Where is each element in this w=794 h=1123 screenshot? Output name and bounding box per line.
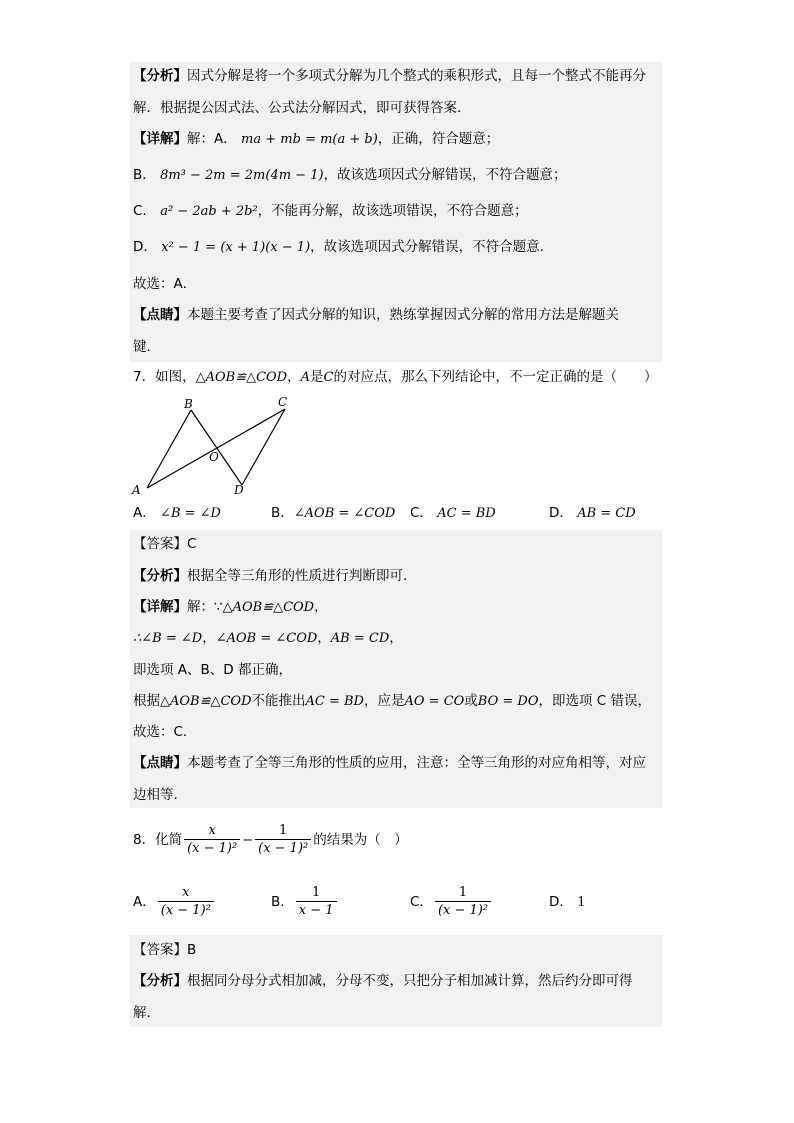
fraction	[255, 823, 311, 858]
option-label: C．	[410, 894, 433, 910]
question-number: 7．如图，	[133, 369, 196, 385]
q6-option-d-line	[133, 237, 662, 258]
q8-answer: 【答案】B	[133, 942, 197, 958]
denominator: x − 1	[298, 902, 334, 918]
analysis-tag: 【分析】	[133, 568, 187, 584]
q8-option-a[interactable]	[133, 882, 216, 922]
option-value: 1	[577, 895, 586, 910]
q8-option-d[interactable]	[549, 892, 585, 913]
label-b: B	[184, 397, 193, 411]
math-expression: x² − 1 = (x + 1)(x − 1)	[161, 240, 311, 255]
math-expression: ∠AOB = ∠COD	[215, 631, 318, 646]
math-expression: AC = BD	[305, 694, 364, 709]
fraction	[184, 823, 240, 858]
numerator: 1	[435, 885, 491, 902]
q6-analysis-line-2: 解．根据提公因式法、公式法分解因式，即可获得答案．	[133, 100, 471, 116]
separator: ，	[202, 630, 216, 646]
q7-comment-line-2: 边相等．	[133, 787, 187, 803]
numerator: 1	[255, 823, 311, 840]
comment-tag: 【点睛】	[133, 755, 187, 771]
math-point: A	[300, 370, 310, 385]
fraction	[158, 885, 214, 920]
q7-option-b[interactable]	[271, 503, 395, 524]
q8-analysis-line-1	[133, 971, 662, 991]
comment-tag: 【点睛】	[133, 307, 187, 323]
q8-stem	[133, 820, 662, 861]
detail-text: 或	[464, 693, 478, 709]
analysis-tag: 【分析】	[133, 973, 187, 989]
segment-ab	[147, 410, 191, 488]
q7-choose: 故选：C．	[133, 724, 197, 740]
q7-comment-line-1	[133, 753, 662, 773]
label-d: D	[234, 483, 244, 497]
math-point: C	[323, 370, 334, 385]
analysis-text: 根据同分母分式相加减，分母不变，只把分子相加减计算，然后约分即可得	[187, 973, 633, 989]
option-label: A．	[133, 894, 156, 910]
q7-option-a[interactable]	[133, 503, 221, 524]
fraction	[435, 885, 491, 920]
denominator: (x − 1)²	[258, 840, 309, 856]
analysis-text: 因式分解是将一个多项式分解为几个整式的乘积形式，且每一个整式不能再分	[187, 68, 646, 84]
separator: ，	[389, 630, 403, 646]
question-number: 8．化简	[133, 832, 183, 848]
segment-ac	[147, 409, 285, 488]
math-expression: △AOB≌△COD	[195, 370, 288, 385]
fraction	[296, 885, 337, 920]
detail-text: ，正确，符合题意；	[377, 131, 500, 147]
detail-text: ，即选项 C 错误，	[538, 693, 652, 709]
math-expression: △AOB≌△COD	[222, 600, 315, 615]
numerator: x	[184, 823, 240, 840]
option-label: D．	[133, 239, 157, 255]
q6-option-c-line	[133, 201, 662, 222]
q6-comment-line-2: 键．	[133, 339, 160, 355]
math-expression: △AOB≌△COD	[160, 694, 252, 709]
math-expression: 8m³ − 2m = 2m(4m − 1)	[160, 168, 324, 183]
option-label: B．	[133, 167, 156, 183]
stem-text: 是	[310, 369, 324, 385]
option-math: ∠B = ∠D	[160, 506, 221, 521]
denominator: (x − 1)²	[160, 902, 211, 918]
detail-text: ，	[314, 599, 328, 615]
option-math: AB = CD	[577, 506, 636, 521]
q7-option-d[interactable]	[549, 503, 636, 524]
stem-text: 的对应点，那么下列结论中，不一定正确的是（ ）	[333, 369, 658, 385]
option-math: ∠AOB = ∠COD	[293, 506, 396, 521]
q7-stem	[133, 367, 662, 388]
q7-detail-line-1	[133, 597, 662, 618]
q7-option-c[interactable]	[410, 503, 496, 524]
option-text: ，故该选项因式分解错误，不符合题意．	[310, 239, 554, 255]
math-expression: a² − 2ab + 2b²	[160, 204, 258, 219]
detail-text: 解：∵	[187, 599, 223, 615]
option-label: D．	[549, 505, 573, 521]
segment-bd	[191, 410, 242, 485]
segment-cd	[242, 409, 285, 485]
detail-tag: 【详解】	[133, 599, 187, 615]
label-o: O	[209, 450, 219, 464]
separator: ，	[317, 630, 331, 646]
option-label: D．	[549, 894, 573, 910]
stem-text: 的结果为（ ）	[313, 832, 408, 848]
option-text: ，故该选项因式分解错误，不符合题意；	[323, 167, 567, 183]
q6-analysis-line-1	[133, 66, 662, 86]
detail-prefix: 解：A．	[187, 131, 237, 147]
detail-tag: 【详解】	[133, 131, 187, 147]
q6-option-b-line	[133, 165, 662, 186]
q7-analysis	[133, 566, 662, 586]
option-label: B．	[271, 505, 294, 521]
q7-geometry-figure	[128, 392, 298, 500]
denominator: (x − 1)²	[187, 840, 238, 856]
math-expression: AB = CD	[330, 631, 390, 646]
math-expression: ma + mb = m(a + b)	[241, 132, 378, 147]
math-expression: AO = CO	[404, 694, 465, 709]
q6-comment-line-1	[133, 305, 662, 325]
math-expression: BO = DO	[477, 694, 539, 709]
numerator: 1	[296, 885, 337, 902]
comment-text: 本题主要考查了因式分解的知识，熟练掌握因式分解的常用方法是解题关	[187, 307, 619, 323]
label-a: A	[132, 483, 141, 497]
q7-detail-line-2	[133, 628, 662, 649]
option-math: AC = BD	[437, 506, 496, 521]
option-label: C．	[410, 505, 433, 521]
stem-text: ，	[287, 369, 301, 385]
option-text: ，不能再分解，故该选项错误，不符合题意；	[257, 203, 528, 219]
q7-detail-line-3: 即选项 A、B、D 都正确，	[133, 662, 292, 678]
math-expression: ∴∠B = ∠D	[133, 631, 203, 646]
comment-text: 本题考查了全等三角形的性质的应用，注意：全等三角形的对应角相等，对应	[187, 755, 646, 771]
q6-detail-line	[133, 129, 662, 150]
q8-analysis-line-2: 解．	[133, 1005, 160, 1021]
option-label: C．	[133, 203, 156, 219]
detail-text: 根据	[133, 693, 160, 709]
label-c: C	[278, 395, 288, 409]
detail-text: 不能推出	[251, 693, 306, 709]
numerator: x	[158, 885, 214, 902]
q8-option-c[interactable]	[410, 882, 493, 922]
minus-sign: −	[242, 833, 254, 848]
denominator: (x − 1)²	[437, 902, 489, 918]
analysis-tag: 【分析】	[133, 68, 187, 84]
q8-option-b[interactable]	[271, 882, 339, 922]
analysis-text: 根据全等三角形的性质进行判断即可．	[187, 568, 417, 584]
q7-answer: 【答案】C	[133, 536, 197, 552]
q7-detail-line-4	[133, 691, 662, 712]
option-label: A．	[133, 505, 156, 521]
q6-choose: 故选：A．	[133, 276, 197, 292]
detail-text: ，应是	[363, 693, 405, 709]
option-label: B．	[271, 894, 294, 910]
